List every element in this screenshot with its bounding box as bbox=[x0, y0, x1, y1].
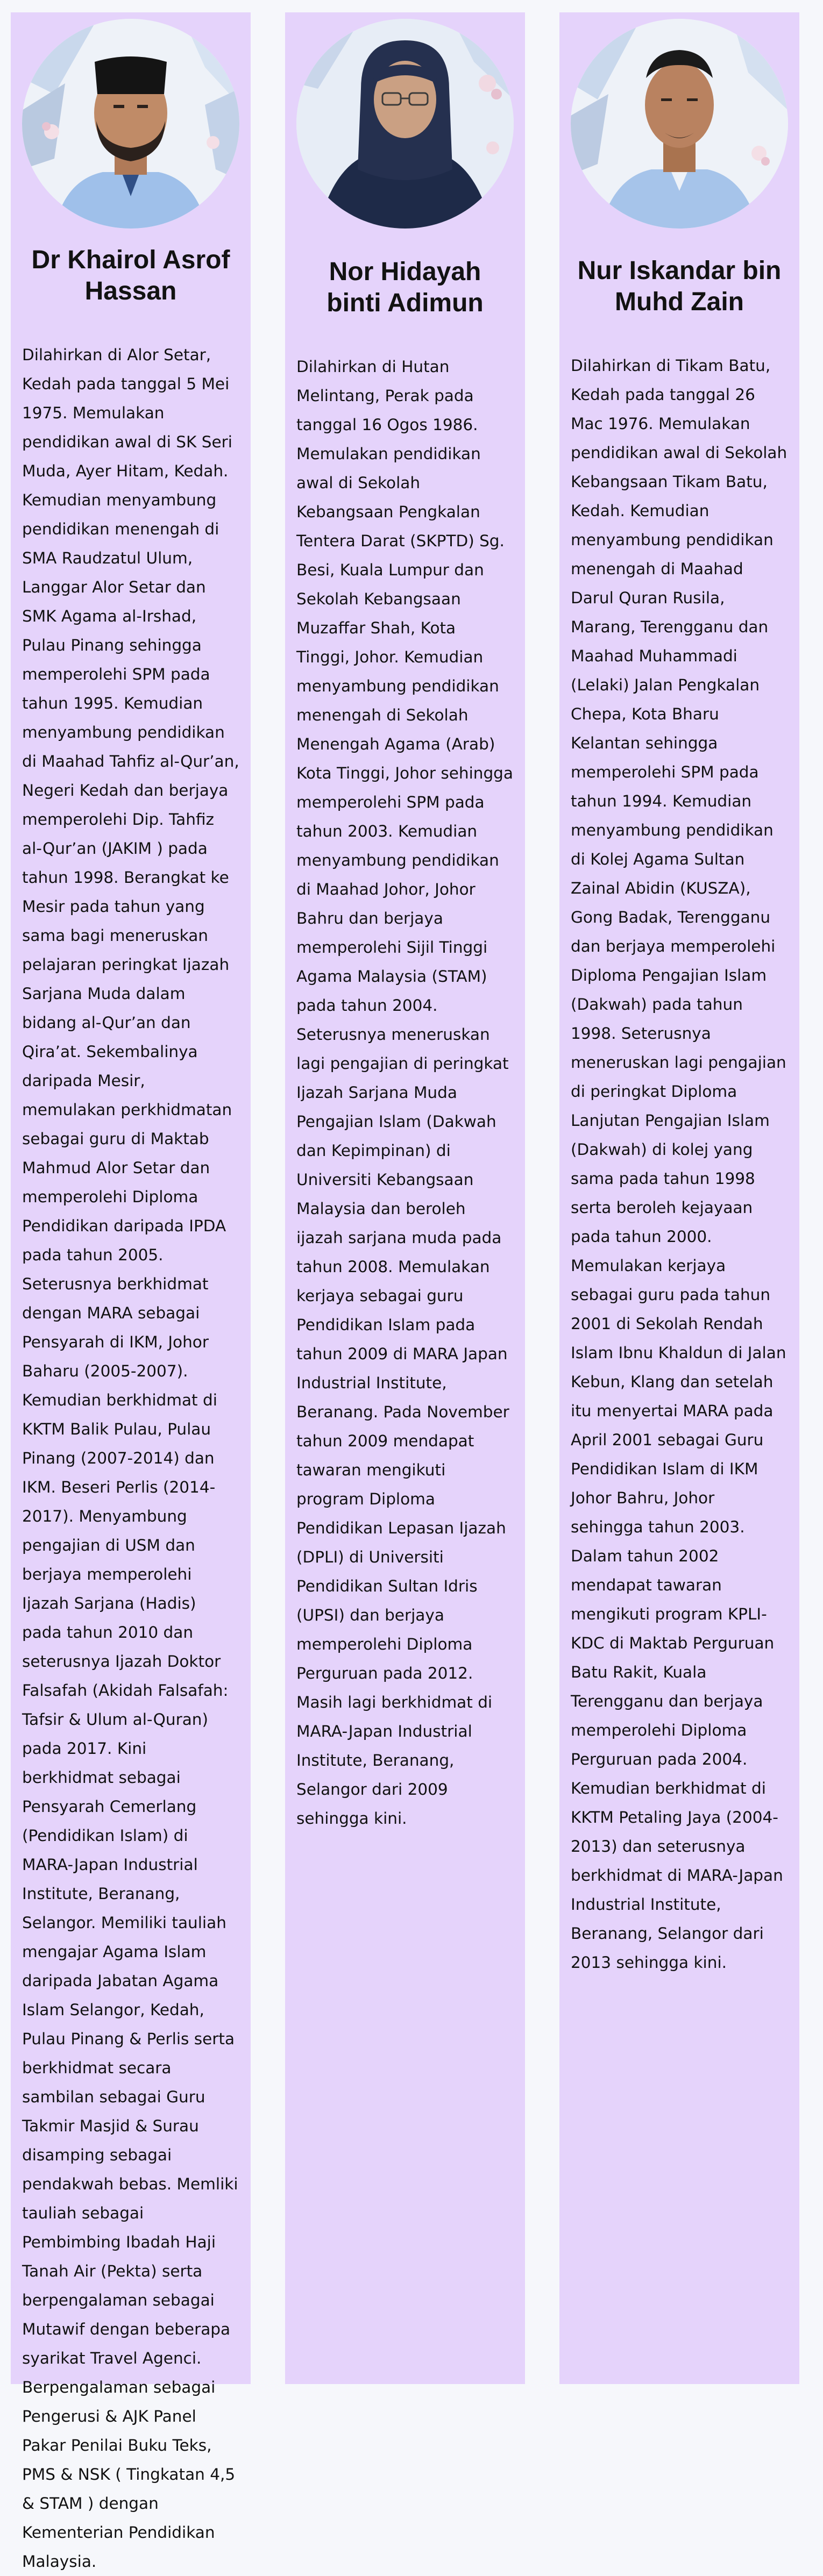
portrait-khairol-icon bbox=[22, 19, 239, 229]
profile-bio: Dilahirkan di Alor Setar, Kedah pada tanggal 5 Mei 1975. Memulakan pendidikan awal di SK Seri Muda, Ayer Hitam, Kedah. Kemudian menyambung pendidikan menengah di SMA Raudzatul Ulum, Langgar Alor Setar dan SMK Agama al-Irshad, Pulau Pinang sehingga memperolehi SPM pada tahun 1995. Kemudian menyambung pendidikan di Maahad Tahfiz al-Qur’an, Negeri Kedah dan berjaya memperolehi Dip. Tahfiz al-Qur’an (JAKIM ) pada tahun 1998. Berangkat ke Mesir pada tahun yang sama bagi meneruskan pelajaran peringkat Ijazah Sarjana Muda dalam bidang al-Qur’an dan Qira’at. Sekembalinya daripada Mesir, memulakan perkhidmatan sebagai guru di Maktab Mahmud Alor Setar dan memperolehi Diploma Pendidikan daripada IPDA pada tahun 2005. Seterusnya berkhidmat dengan MARA sebagai Pensyarah di IKM, Johor Baharu (2005-2007). Kemudian berkhidmat di KKTM Balik Pulau, Pulau Pinang (2007-2014) dan IKM. Beseri Perlis (2014-2017). Menyambung pengajian di USM dan berjaya memperolehi Ijazah Sarjana (Hadis) pada tahun 2010 dan seterusnya Ijazah Doktor Falsafah (Akidah Falsafah: Tafsir & Ulum al-Quran) pada 2017. Kini berkhidmat sebagai Pensyarah Cemerlang (Pendidikan Islam) di MARA-Japan Industrial Institute, Beranang, Selangor. Memiliki tauliah mengajar Agama Islam daripada Jabatan Agama Islam Selangor, Kedah, Pulau Pinang & Perlis serta berkhidmat secara sambilan sebagai Guru Takmir Masjid & Surau disamping sebagai pendakwah bebas. Memliki tauliah sebagai Pembimbing Ibadah Haji Tanah Air (Pekta) serta berpengalaman sebagai Mutawif dengan beberapa syarikat Travel Agenci. Berpengalaman sebagai Pengerusi & AJK Panel Pakar Penilai Buku Teks, PMS & NSK ( Tingkatan 4,5 & STAM ) dengan Kementerian Pendidikan Malaysia. bbox=[22, 346, 239, 2571]
portrait-icon bbox=[296, 19, 514, 229]
profile-photo-frame bbox=[571, 19, 788, 234]
profile-photo-frame bbox=[22, 19, 239, 234]
profile-name: Dr Khairol Asrof Hassan bbox=[31, 246, 230, 305]
profile-bio: Dilahirkan di Hutan Melintang, Perak pada tanggal 16 Ogos 1986. Memulakan pendidikan awal di Sekolah Kebangsaan Pengkalan Tentera Darat (SKPTD) Sg. Besi, Kuala Lumpur dan Sekolah Kebangsaan Muzaffar Shah, Kota Tinggi, Johor. Kemudian menyambung pendidikan menengah di Sekolah Menengah Agama (Arab) Kota Tinggi, Johor sehingga memperolehi SPM pada tahun 2003. Kemudian menyambung pendidikan di Maahad Johor, Johor Bahru dan berjaya memperolehi Sijil Tinggi Agama Malaysia (STAM) pada tahun 2004. Seterusnya meneruskan lagi pengajian di peringkat Ijazah Sarjana Muda Pengajian Islam (Dakwah dan Kepimpinan) di Universiti Kebangsaan Malaysia dan beroleh ijazah sarjana muda pada tahun 2008. Memulakan kerjaya sebagai guru Pendidikan Islam pada tahun 2009 di MARA Japan Industrial Institute, Beranang. Pada November tahun 2009 mendapat tawaran mengikuti program Diploma Pendidikan Lepasan Ijazah (DPLI) di Universiti Pendidikan Sultan Idris (UPSI) dan berjaya memperolehi Diploma Perguruan pada 2012. Masih lagi berkhidmat di MARA-Japan Industrial Institute, Beranang, Selangor dari 2009 sehingga kini. bbox=[296, 358, 513, 1828]
portrait-nur-iskandar-icon bbox=[571, 19, 788, 229]
profile-card-khairol bbox=[11, 12, 251, 2571]
portrait-icon bbox=[571, 19, 788, 229]
profile-name: Nur Iskandar bin Muhd Zain bbox=[577, 256, 782, 316]
profile-bio: Dilahirkan di Tikam Batu, Kedah pada tanggal 26 Mac 1976. Memulakan pendidikan awal di Sekolah Kebangsaan Tikam Batu, Kedah. Kemudian menyambung pendidikan menengah di Maahad Darul Quran Rusila, Marang, Terengganu dan Maahad Muhammadi (Lelaki) Jalan Pengkalan Chepa, Kota Bharu Kelantan sehingga memperolehi SPM pada tahun 1994. Kemudian menyambung pendidikan di Kolej Agama Sultan Zainal Abidin (KUSZA), Gong Badak, Terengganu dan berjaya memperolehi Diploma Pengajian Islam (Dakwah) pada tahun 1998. Seterusnya meneruskan lagi pengajian di peringkat Diploma Lanjutan Pengajian Islam (Dakwah) di kolej yang sama pada tahun 1998 serta beroleh kejayaan pada tahun 2000. Memulakan kerjaya sebagai guru pada tahun 2001 di Sekolah Rendah Islam Ibnu Khaldun di Jalan Kebun, Klang dan setelah itu menyertai MARA pada April 2001 sebagai Guru Pendidikan Islam di IKM Johor Bahru, Johor sehingga tahun 2003. Dalam tahun 2002 mendapat tawaran mengikuti program KPLI-KDC di Maktab Perguruan Batu Rakit, Kuala Terengganu dan berjaya memperolehi Diploma Perguruan pada 2004. Kemudian berkhidmat di KKTM Petaling Jaya (2004-2013) dan seterusnya berkhidmat di MARA-Japan Industrial Institute, Beranang, Selangor dari 2013 sehingga kini. bbox=[571, 356, 787, 1972]
profile-name: Nor Hidayah binti Adimun bbox=[327, 258, 484, 317]
portrait-nor-hidayah-icon bbox=[296, 19, 514, 229]
profile-card-nur-iskandar bbox=[559, 12, 799, 2384]
profile-card-nor-hidayah bbox=[285, 12, 525, 2384]
portrait-icon bbox=[22, 19, 239, 229]
profile-photo-frame bbox=[296, 19, 514, 234]
